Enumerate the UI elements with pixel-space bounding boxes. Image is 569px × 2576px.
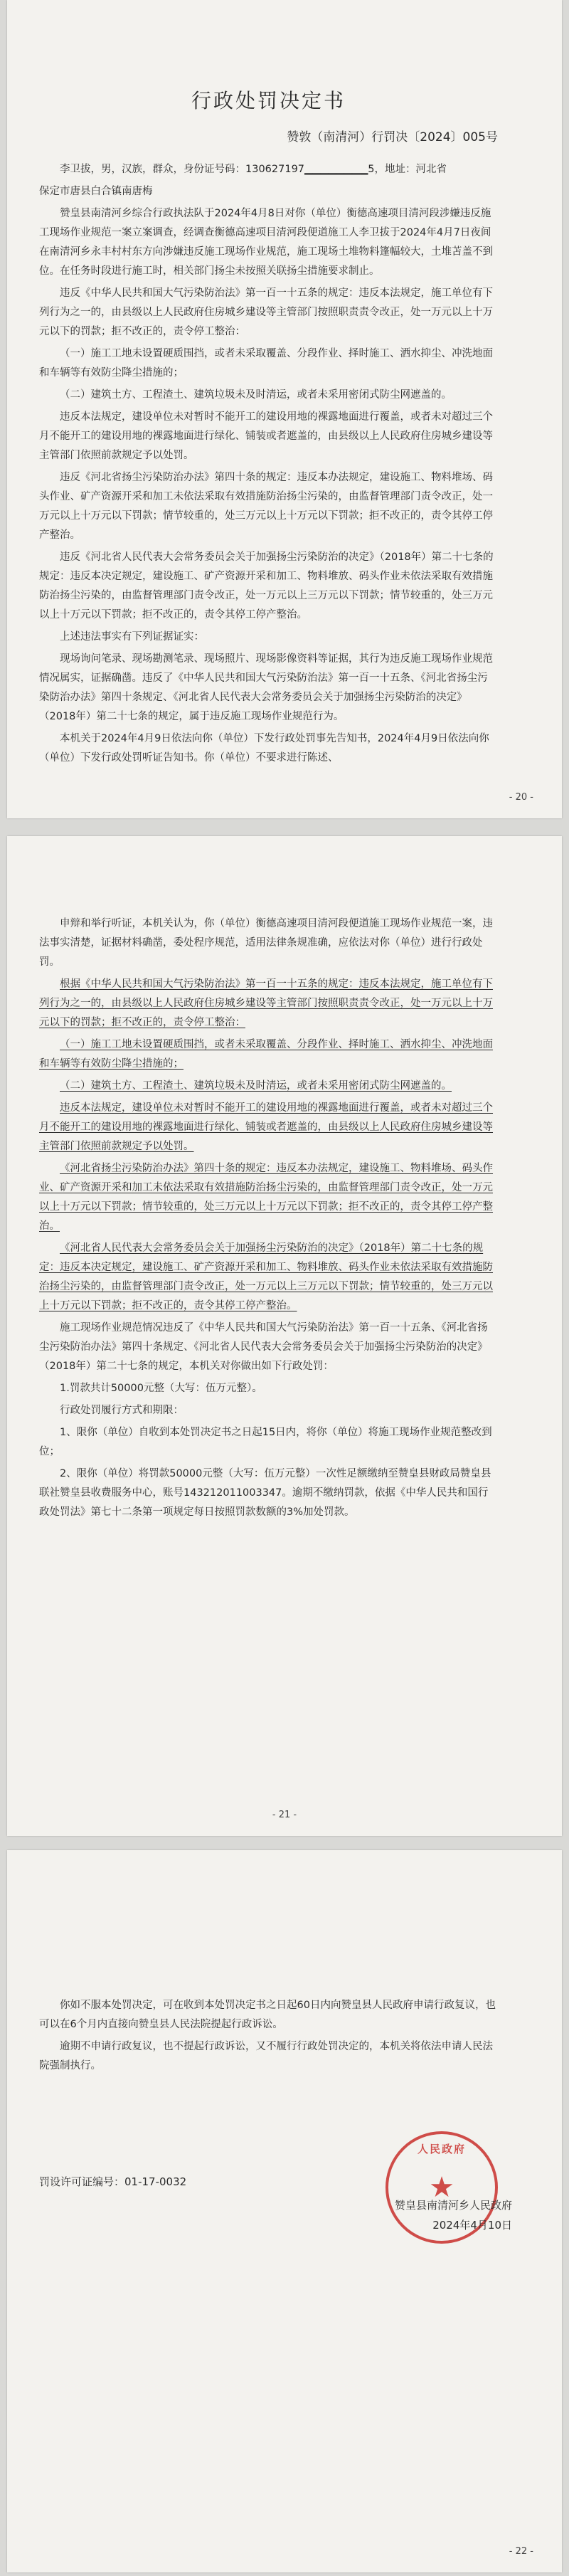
page-number: - 22 - (509, 2546, 533, 2557)
paragraph: （二）建筑土方、工程渣土、建筑垃圾未及时清运，或者未采用密闭式防尘网遮盖的。 (60, 1080, 452, 1092)
document-number: 赞敦（南清河）行罚决〔2024〕005号 (287, 130, 498, 144)
paragraph: 根据《中华人民共和国大气污染防治法》第一百一十五条的规定：违反本法规定，施工单位有下列行为之一的，由县级以上人民政府住房城乡建设等主管部门按照职责责令改正，处一万元以上十万元以下的罚款；拒不改正的，责令停工整治： (39, 978, 493, 1028)
paragraph: 违反本法规定，建设单位未对暂时不能开工的建设用地的裸露地面进行覆盖，或者未对超过三个月不能开工的建设用地的裸露地面进行绿化、铺装或者遮盖的，由县级以上人民政府住房城乡建设等主管部门依照前款规定予以处罚。 (39, 411, 493, 461)
paragraph: 《河北省扬尘污染防治办法》第四十条的规定：违反本办法规定，建设施工、物料堆场、码头作业、矿产资源开采和加工未依法采取有效措施防治扬尘污染的，由监督管理部门责令改正，处一万元以上十万元以下罚款；情节较重的，处三万元以上十万元以下罚款；拒不改正的，责令其停工停产整治。 (39, 1163, 493, 1232)
paragraph: 上述违法事实有下列证据证实： (60, 631, 204, 643)
document-title: 行政处罚决定书 (191, 89, 346, 112)
paragraph: 现场询问笔录、现场勘测笔录、现场照片、现场影像资料等证据，其行为违反施工现场作业规范情况属实，证据确凿。违反了《中华人民共和国大气污染防治法》第一百一十五条、《河北省扬尘污染防治办法》第四十条规定、《河北省人民代表大会常务委员会关于加强扬尘污染防治的决定》（2018年）第二十七条的规定，属于违反施工现场作业规范行为。 (39, 653, 493, 722)
paragraph: 行政处罚履行方式和期限： (60, 1405, 184, 1416)
paragraph: （二）建筑土方、工程渣土、建筑垃圾未及时清运，或者未采用密闭式防尘网遮盖的。 (60, 389, 452, 401)
paragraph: 违反《河北省人民代表大会常务委员会关于加强扬尘污染防治的决定》（2018年）第二十七条的规定：违反本决定规定，建设施工、矿产资源开采和加工、物料堆放、码头作业未依法采取有效措施防治扬尘污染的，由监督管理部门责令改正，处一万元以上三万元以下罚款；情节较重的，处三万元以上十万元以下罚款；拒不改正的，责令其停工停产整治。 (39, 551, 494, 621)
page-number: - 20 - (509, 792, 533, 803)
paragraph: 1、限你（单位）自收到本处罚决定书之日起15日内，将你（单位）将施工现场作业规范整改到位； (39, 1427, 492, 1457)
page-3 (7, 1850, 562, 2572)
issue-date: 2024年4月10日 (432, 2219, 512, 2232)
party-info: 李卫拔，男，汉族，群众，身份证号码：130627197▁▁▁▁▁▁▁▁5，地址：河北省 (60, 164, 447, 175)
permit-number: 罚设许可证编号：01-17-0032 (39, 2175, 187, 2188)
paragraph: 违反本法规定，建设单位未对暂时不能开工的建设用地的裸露地面进行覆盖，或者未对超过三个月不能开工的建设用地的裸露地面进行绿化、铺装或者遮盖的，由县级以上人民政府住房城乡建设等主管部门依照前款规定予以处罚。 (39, 1102, 493, 1152)
paragraph: 施工现场作业规范情况违反了《中华人民共和国大气污染防治法》第一百一十五条、《河北省扬尘污染防治办法》第四十条规定、《河北省人民代表大会常务委员会关于加强扬尘污染防治的决定》（2018年）第二十七条的规定，本机关对你做出如下行政处罚： (39, 1322, 488, 1372)
paragraph: 赞皇县南清河乡综合行政执法队于2024年4月8日对你（单位）衡德高速项目清河段涉嫌违反施工现场作业规范一案立案调查，经调查衡德高速项目清河段便道施工人李卫拔于2024年4月7日夜间在南清河乡永丰村村东方向涉嫌违反施工现场作业规范，施工现场土堆物料篷幅较大，土堆苫盖不到位。在任务时段进行施工时，相关部门扬尘未按照关联扬尘措施要求制止。 (39, 208, 493, 277)
page-number: - 21 - (272, 1810, 297, 1820)
paragraph: 逾期不申请行政复议，也不提起行政诉讼，又不履行行政处罚决定的，本机关将依法申请人民法院强制执行。 (39, 2041, 493, 2071)
issuer: 赞皇县南清河乡人民政府 (394, 2199, 512, 2212)
page1-body (39, 204, 498, 768)
page3-body (39, 1996, 498, 2076)
paragraph: （一）施工工地未设置硬质围挡，或者未采取覆盖、分段作业、择时施工、洒水抑尘、冲洗地面和车辆等有效防尘降尘措施的； (39, 1039, 493, 1070)
paragraph: 违反《中华人民共和国大气污染防治法》第一百一十五条的规定：违反本法规定，施工单位有下列行为之一的，由县级以上人民政府住房城乡建设等主管部门按照职责责令改正，处一万元以上十万元以下的罚款；拒不改正的，责令停工整治： (39, 287, 493, 337)
page2-body (39, 914, 498, 1522)
party-address: 保定市唐县白合镇南唐梅 (39, 186, 153, 197)
signature-block (395, 2195, 512, 2235)
page-2 (7, 836, 562, 1836)
star-icon: ★ (429, 2171, 454, 2204)
seal-text: 人民政府 (417, 2143, 466, 2155)
paragraph: 你如不服本处罚决定，可在收到本处罚决定书之日起60日内向赞皇县人民政府申请行政复议，也可以在6个月内直接向赞皇县人民法院提起行政诉讼。 (39, 2000, 496, 2030)
paragraph: 违反《河北省扬尘污染防治办法》第四十条的规定：违反本办法规定，建设施工、物料堆场、码头作业、矿产资源开采和加工未依法采取有效措施防治扬尘污染的，由监督管理部门责令改正，处一万元以上十万元以下罚款；情节较重的，处三万元以上十万元以下罚款；拒不改正的，责令其停工停产整治。 (39, 472, 493, 541)
paragraph: （一）施工工地未设置硬质围挡，或者未采取覆盖、分段作业、择时施工、洒水抑尘、冲洗地面和车辆等有效防尘降尘措施的； (39, 348, 493, 379)
paragraph: 1.罚款共计50000元整（大写：伍万元整）。 (60, 1383, 262, 1394)
paragraph: 2、限你（单位）将罚款50000元整（大写：伍万元整）一次性足额缴纳至赞皇县财政局赞皇县联社赞皇县收费服务中心，账号143212011003347。逾期不缴纳罚款，依据《中华人民共和国行政处罚法》第七十二条第一项规定每日按照罚款数额的3%加处罚款。 (39, 1468, 491, 1518)
page-1 (7, 0, 562, 818)
paragraph: 《河北省人民代表大会常务委员会关于加强扬尘污染防治的决定》（2018年）第二十七条的规定：违反本决定规定，建设施工、矿产资源开采和加工、物料堆放、码头作业未依法采取有效措施防治扬尘污染的，由监督管理部门责令改正，处一万元以上三万元以下罚款；情节较重的，处三万元以上十万元以下罚款；拒不改正的，责令其停工停产整治。 (39, 1242, 493, 1311)
paragraph: 本机关于2024年4月9日依法向你（单位）下发行政处罚事先告知书，2024年4月9日依法向你（单位）下发行政处罚听证告知书。你（单位）不要求进行陈述、 (39, 733, 489, 764)
paragraph: 申辩和举行听证，本机关认为，你（单位）衡德高速项目清河段便道施工现场作业规范一案，违法事实清楚，证据材料确凿，委处程序规范，适用法律条规准确，应依法对你（单位）进行行政处罚。 (39, 918, 493, 968)
